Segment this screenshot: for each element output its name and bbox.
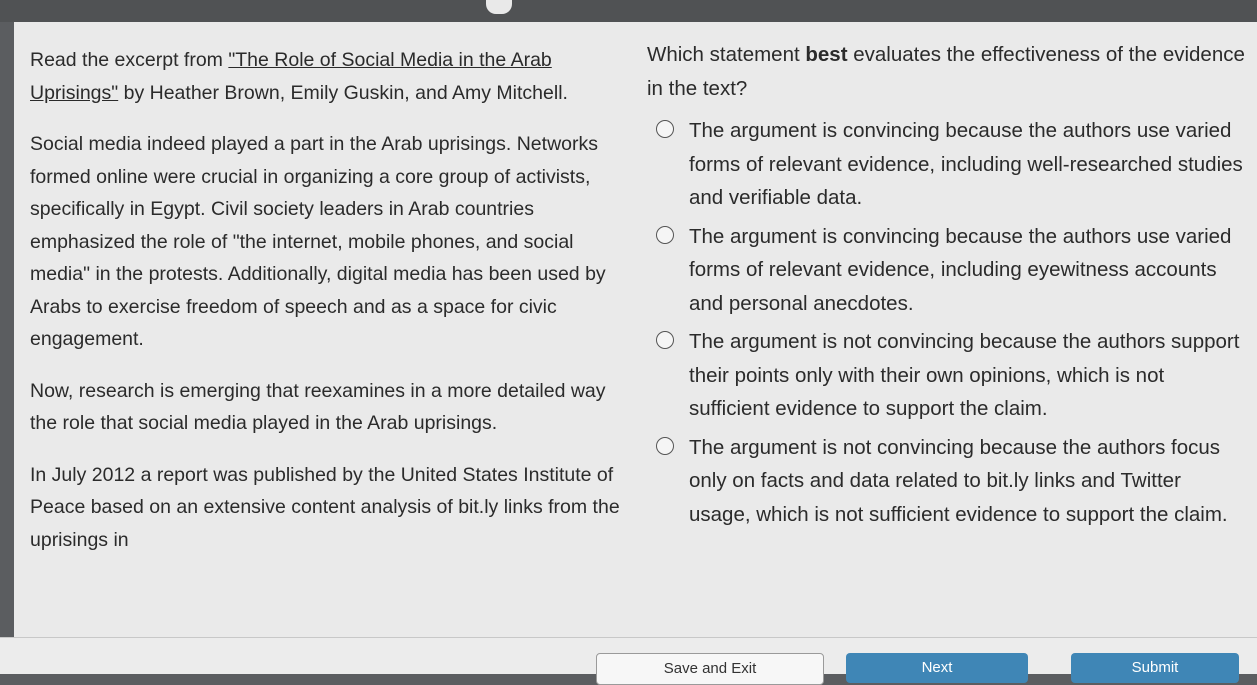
next-button[interactable]: Next: [846, 653, 1028, 683]
intro-prefix: Read the excerpt from: [30, 49, 229, 71]
save-and-exit-button[interactable]: Save and Exit: [596, 653, 824, 685]
footer-bar: [0, 637, 1257, 677]
passage-intro: [30, 44, 620, 109]
radio-button-icon[interactable]: [656, 226, 674, 244]
question-prefix: Which statement: [647, 43, 806, 66]
question-emphasis: best: [805, 43, 848, 66]
answer-option-4[interactable]: [647, 431, 1247, 532]
drag-handle-icon[interactable]: [486, 0, 512, 14]
source-title-link[interactable]: "The Role of Social Media in the Arab Uprisings": [30, 49, 552, 104]
radio-button-icon[interactable]: [656, 120, 674, 138]
question-text: [647, 38, 1247, 106]
question-suffix: evaluates the effectiveness of the evidence in the text?: [647, 43, 1245, 100]
submit-button[interactable]: Submit: [1071, 653, 1239, 683]
passage-paragraph-2: Now, research is emerging that reexamines in a more detailed way the role that social media played in the Arab uprisings.: [30, 379, 606, 434]
radio-button-icon[interactable]: [656, 331, 674, 349]
answer-option-2[interactable]: [647, 220, 1247, 321]
passage-column: [30, 44, 620, 556]
answer-option-3[interactable]: [647, 325, 1247, 426]
answer-option-text: The argument is convincing because the authors use varied forms of relevant evidence, including eyewitness accounts and personal anecdotes.: [689, 224, 1232, 315]
radio-button-icon[interactable]: [656, 437, 674, 455]
answer-option-text: The argument is convincing because the authors use varied forms of relevant evidence, including well-researched studies and verifiable data.: [689, 119, 1243, 209]
passage-paragraph-1: Social media indeed played a part in the Arab uprisings. Networks formed online were crucial in organizing a core group of activists, specifically in Egypt. Civil society leaders in Arab countries emphasized the role of "the internet, mobile phones, and social media" in the protests. Additionally, digital media has been used by Arabs to exercise freedom of speech and as a space for civic engagement.: [30, 133, 606, 350]
passage-paragraph-3: In July 2012 a report was published by the United States Institute of Peace based on an extensive content analysis of bit.ly links from the uprisings in: [30, 463, 620, 551]
answer-option-text: The argument is not convincing because the authors focus only on facts and data related to bit.ly links and Twitter usage, which is not sufficient evidence to support the claim.: [689, 435, 1228, 526]
intro-suffix: by Heather Brown, Emily Guskin, and Amy Mitchell.: [118, 81, 568, 104]
question-column: [647, 38, 1247, 531]
answer-option-text: The argument is not convincing because the authors support their points only with their own opinions, which is not sufficient evidence to support the claim.: [689, 330, 1240, 420]
answer-option-1[interactable]: [647, 114, 1247, 215]
window-top-bar: [0, 0, 1257, 22]
